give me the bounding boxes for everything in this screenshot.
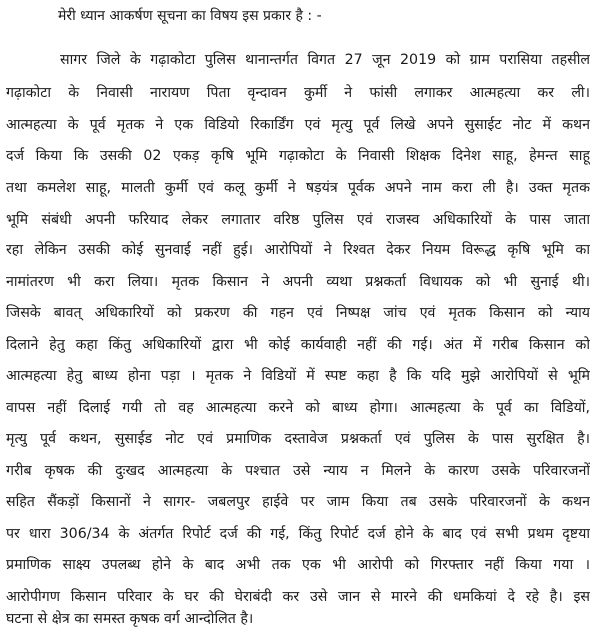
paragraph-line: गढ़ाकोटा के निवासी नारायण पिता वृन्दावन कुर्मी ने फांसी लगाकर आत्महत्या कर ली।: [6, 85, 590, 101]
paragraph-line: भूमि संबंधी अपनी फरियाद लेकर लगातार वरिष्ठ पुलिस एवं राजस्व अधिकारियों के पास जाता: [6, 212, 590, 228]
paragraph-line: आत्महत्या हेतु बाध्य होना पड़ा । मृतक ने विडियों में स्पष्ट कहा है कि यदि मुझे आरोपियों से भूमि: [6, 368, 590, 384]
paragraph-line: गरीब कृषक की दुःखद आत्महत्या के पश्चात उसे न्याय न मिलने के कारण उसके परिवारजनों: [6, 463, 590, 479]
paragraph-line: सहित सैंकड़ों किसानों ने सागर- जबलपुर हाईवे पर जाम किया तब उसके परिवारजनों के कथन: [6, 494, 590, 510]
paragraph-line: तथा कमलेश साहू, मालती कुर्मी एवं कलू कुर्मी ने षड़यंत्र पूर्वक अपने नाम करा ली है। उक्त मृतक: [6, 180, 590, 196]
paragraph-line: रहा लेकिन उसकी कोई सुनवाई नहीं हुई। आरोपियों ने रिश्वत देकर नियम विरूद्ध कृषि भूमि का: [6, 242, 590, 258]
paragraph-line: पर धारा 306/34 के अंतर्गत रिपोर्ट दर्ज की गई, किंतु रिपोर्ट दर्ज होने के बाद एवं सभी प्रथम दृष्टया: [6, 526, 590, 542]
notice-subject-heading: मेरी ध्यान आकर्षण सूचना का विषय इस प्रकार है : -: [58, 8, 322, 24]
paragraph-line: सागर जिले के गढ़ाकोटा पुलिस थानान्तर्गत विगत 27 जून 2019 को ग्राम परासिया तहसील: [60, 52, 590, 68]
paragraph-line: जिसके बावत् अधिकारियों को प्रकरण की गहन एवं निष्पक्ष जांच एवं मृतक किसान को न्याय: [6, 305, 590, 321]
paragraph-line-last: घटना से क्षेत्र का समस्त कृषक वर्ग आन्दोलित है।: [6, 611, 254, 627]
paragraph-line: दर्ज किया कि उसकी 02 एकड़ कृषि भूमि गढ़ाकोटा के निवासी शिक्षक दिनेश साहू, हेमन्त साहू: [6, 148, 590, 164]
paragraph-line: प्रमाणिक साक्ष्य उपलब्ध होने के बाद अभी तक एक भी आरोपी को गिरफ्तार नहीं किया गया ।: [6, 557, 590, 573]
paragraph-line: वापस नहीं दिलाई गयी तो वह आत्महत्या करने को बाध्य होगा। आत्महत्या के पूर्व का विडियों,: [6, 400, 590, 416]
paragraph-line: आत्महत्या के पूर्व मृतक ने एक विडियो रिकार्डिंग एवं मृत्यु पूर्व लिखे अपने सुसाईट नोट में कथन: [6, 117, 590, 133]
paragraph-line: आरोपीगण किसान परिवार के घर की घेराबंदी कर उसे जान से मारने की धमकियां दे रहे है। इस: [6, 589, 590, 605]
paragraph-line: नामांतरण भी करा लिया। मृतक किसान ने अपनी व्यथा प्रश्नकर्ता विधायक को भी सुनाई थी।: [6, 274, 590, 290]
paragraph-line: दिलाने हेतु कहा किंतु अधिकारियों द्वारा भी कोई कार्यवाही नहीं की गई। अंत में गरीब किसान को: [6, 337, 590, 353]
paragraph-line: मृत्यु पूर्व कथन, सुसाईड नोट एवं प्रमाणिक दस्तावेज प्रश्नकर्ता एवं पुलिस के पास सुरक्षित है।: [6, 431, 590, 447]
